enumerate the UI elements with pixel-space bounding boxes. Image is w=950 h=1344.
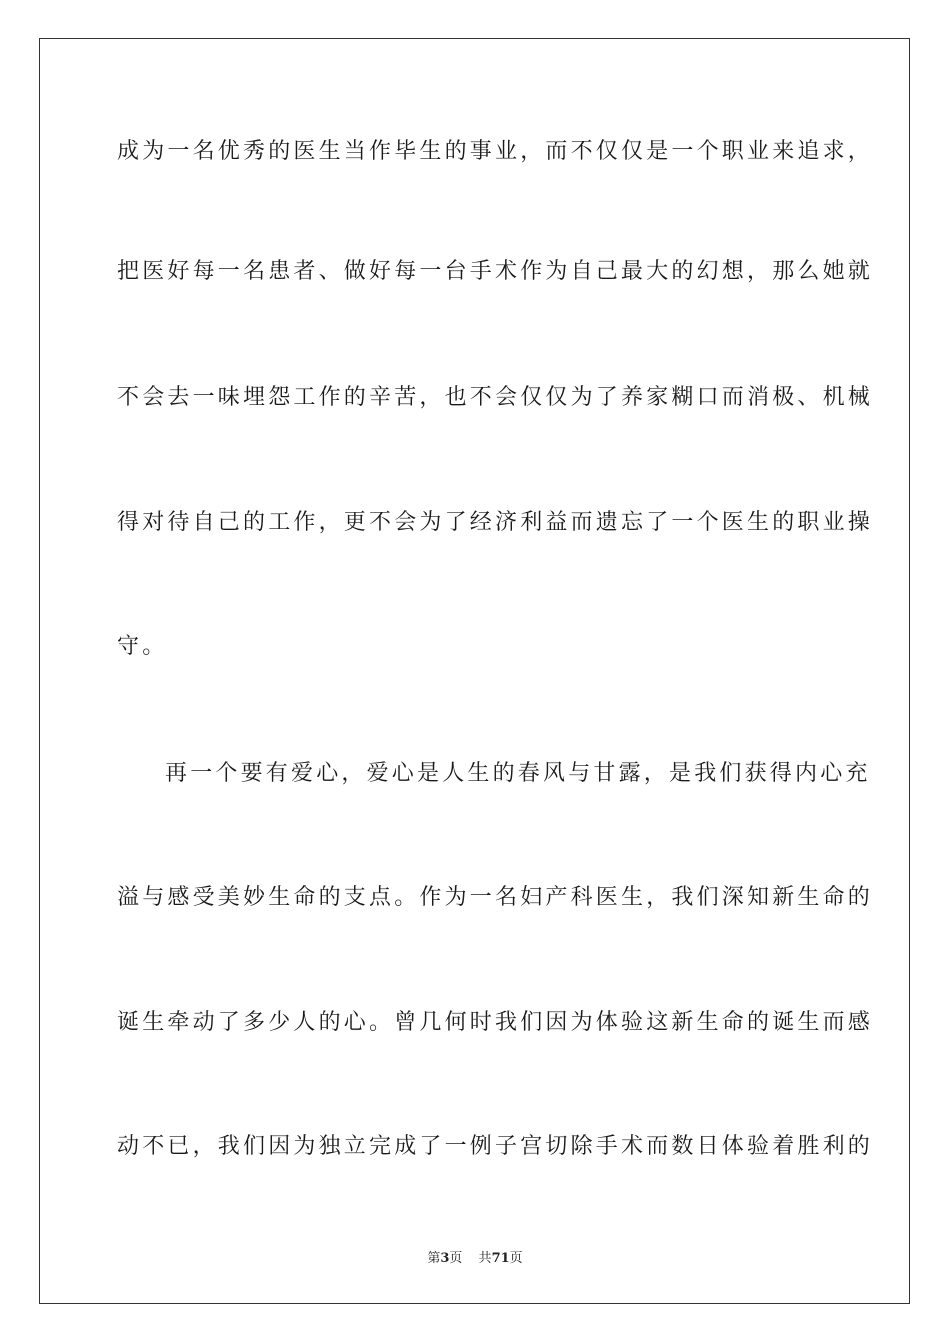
- page-footer: [0, 1247, 950, 1266]
- text-line-5: 守。: [117, 634, 168, 659]
- total-pages-indicator: 共71页: [478, 1251, 523, 1266]
- current-page-indicator: 第3页: [427, 1251, 463, 1266]
- text-line-9: 动不已，我们因为独立完成了一例子宫切除手术而数日体验着胜利的: [117, 1134, 874, 1159]
- text-line-3: 不会去一味埋怨工作的辛苦，也不会仅仅为了养家糊口而消极、机械: [117, 385, 874, 410]
- page-border: [39, 38, 910, 1304]
- text-line-6: 再一个要有爱心，爱心是人生的春风与甘露，是我们获得内心充: [165, 761, 871, 786]
- text-line-7: 溢与感受美妙生命的支点。作为一名妇产科医生，我们深知新生命的: [117, 885, 874, 910]
- text-line-2: 把医好每一名患者、做好每一台手术作为自己最大的幻想，那么她就: [117, 259, 874, 284]
- text-line-8: 诞生牵动了多少人的心。曾几何时我们因为体验这新生命的诞生而感: [117, 1010, 874, 1035]
- text-line-4: 得对待自己的工作，更不会为了经济利益而遗忘了一个医生的职业操: [117, 510, 874, 535]
- text-line-1: 成为一名优秀的医生当作毕生的事业，而不仅仅是一个职业来追求，: [117, 139, 874, 164]
